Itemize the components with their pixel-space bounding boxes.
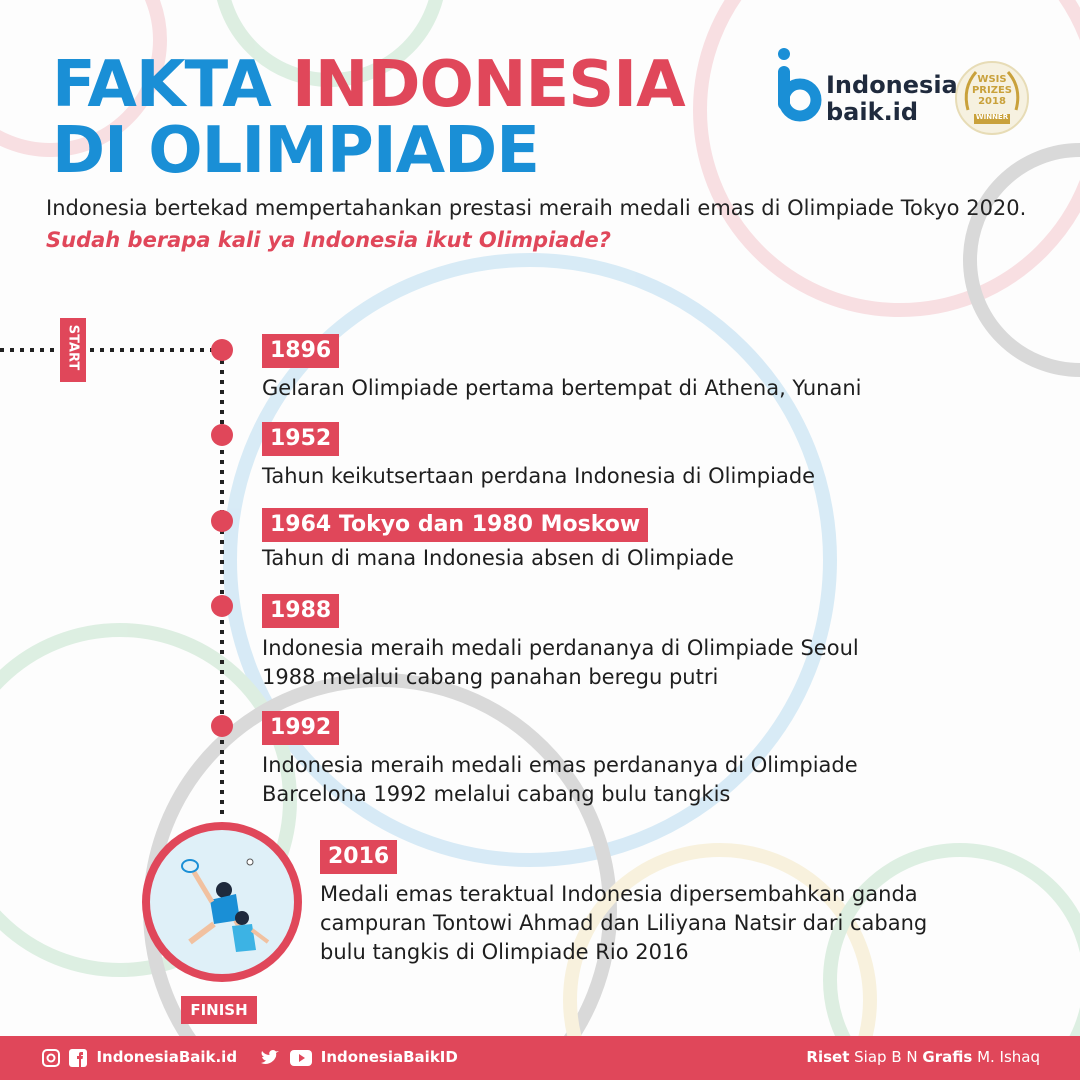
- timeline-event: [262, 508, 734, 573]
- event-description: Tahun keikutsertaan perdana Indonesia di Olimpiade: [262, 464, 816, 488]
- timeline-dot: [211, 595, 233, 617]
- event-description: Tahun di mana Indonesia absen di Olimpiade: [262, 546, 734, 570]
- footer-social: [42, 1048, 458, 1067]
- event-description: Indonesia meraih medali perdananya di Olimpiade Seoul 1988 melalui cabang panahan beregu putri: [262, 636, 859, 689]
- start-tag: START: [60, 318, 86, 382]
- timeline-dot: [211, 339, 233, 361]
- timeline-dot: [211, 715, 233, 737]
- youtube-icon: [290, 1050, 312, 1066]
- indonesiabaik-mark-icon: [772, 46, 824, 126]
- event-description: Gelaran Olimpiade pertama bertempat di Athena, Yunani: [262, 376, 862, 400]
- footer-credits: Riset Siap B N Grafis M. Ishaq: [806, 1048, 1040, 1066]
- event-year: 2016: [320, 840, 397, 874]
- timeline-dot: [211, 424, 233, 446]
- intro-question: Sudah berapa kali ya Indonesia ikut Olimpiade?: [46, 228, 611, 252]
- timeline-event: [262, 422, 815, 491]
- event-year: 1896: [262, 334, 339, 368]
- timeline-event: [262, 711, 858, 809]
- badminton-players-illustration: [140, 820, 304, 984]
- title-line-2: DI OLIMPIADE: [52, 114, 539, 188]
- timeline-event: [320, 840, 927, 967]
- event-year: 1952: [262, 422, 339, 456]
- title-word-indonesia: INDONESIA: [292, 48, 685, 122]
- facebook-icon: [69, 1049, 87, 1067]
- event-year: 1992: [262, 711, 339, 745]
- page-title: [52, 48, 685, 188]
- indonesiabaik-logo: [772, 46, 1072, 156]
- footer-social-handle-2: IndonesiaBaikID: [320, 1048, 458, 1066]
- footer-social-handle-1: IndonesiaBaik.id: [96, 1048, 238, 1066]
- logo-wordmark: Indonesia baik.id: [826, 71, 958, 126]
- title-word-fakta: FAKTA: [52, 48, 271, 122]
- event-description: Medali emas teraktual Indonesia dipersembahkan ganda campuran Tontowi Ahmad dan Liliyana Natsir dari cabang bulu tangkis di Olimpiade Rio 2016: [320, 882, 928, 964]
- event-year: 1988: [262, 594, 339, 628]
- wsis-prize-badge: WSIS PRIZES 2018 WINNER: [954, 58, 1030, 138]
- event-year: 1964 Tokyo dan 1980 Moskow: [262, 508, 648, 542]
- timeline-event: [262, 334, 861, 403]
- finish-tag: FINISH: [181, 996, 257, 1024]
- twitter-icon: [260, 1049, 280, 1067]
- instagram-icon: [42, 1049, 60, 1067]
- intro-text: Indonesia bertekad mempertahankan prestasi meraih medali emas di Olimpiade Tokyo 2020.: [46, 196, 1027, 220]
- footer-bar: [0, 1036, 1080, 1080]
- timeline-event: [262, 594, 859, 692]
- event-description: Indonesia meraih medali emas perdananya di Olimpiade Barcelona 1992 melalui cabang bulu tangkis: [262, 753, 858, 806]
- timeline-dot: [211, 510, 233, 532]
